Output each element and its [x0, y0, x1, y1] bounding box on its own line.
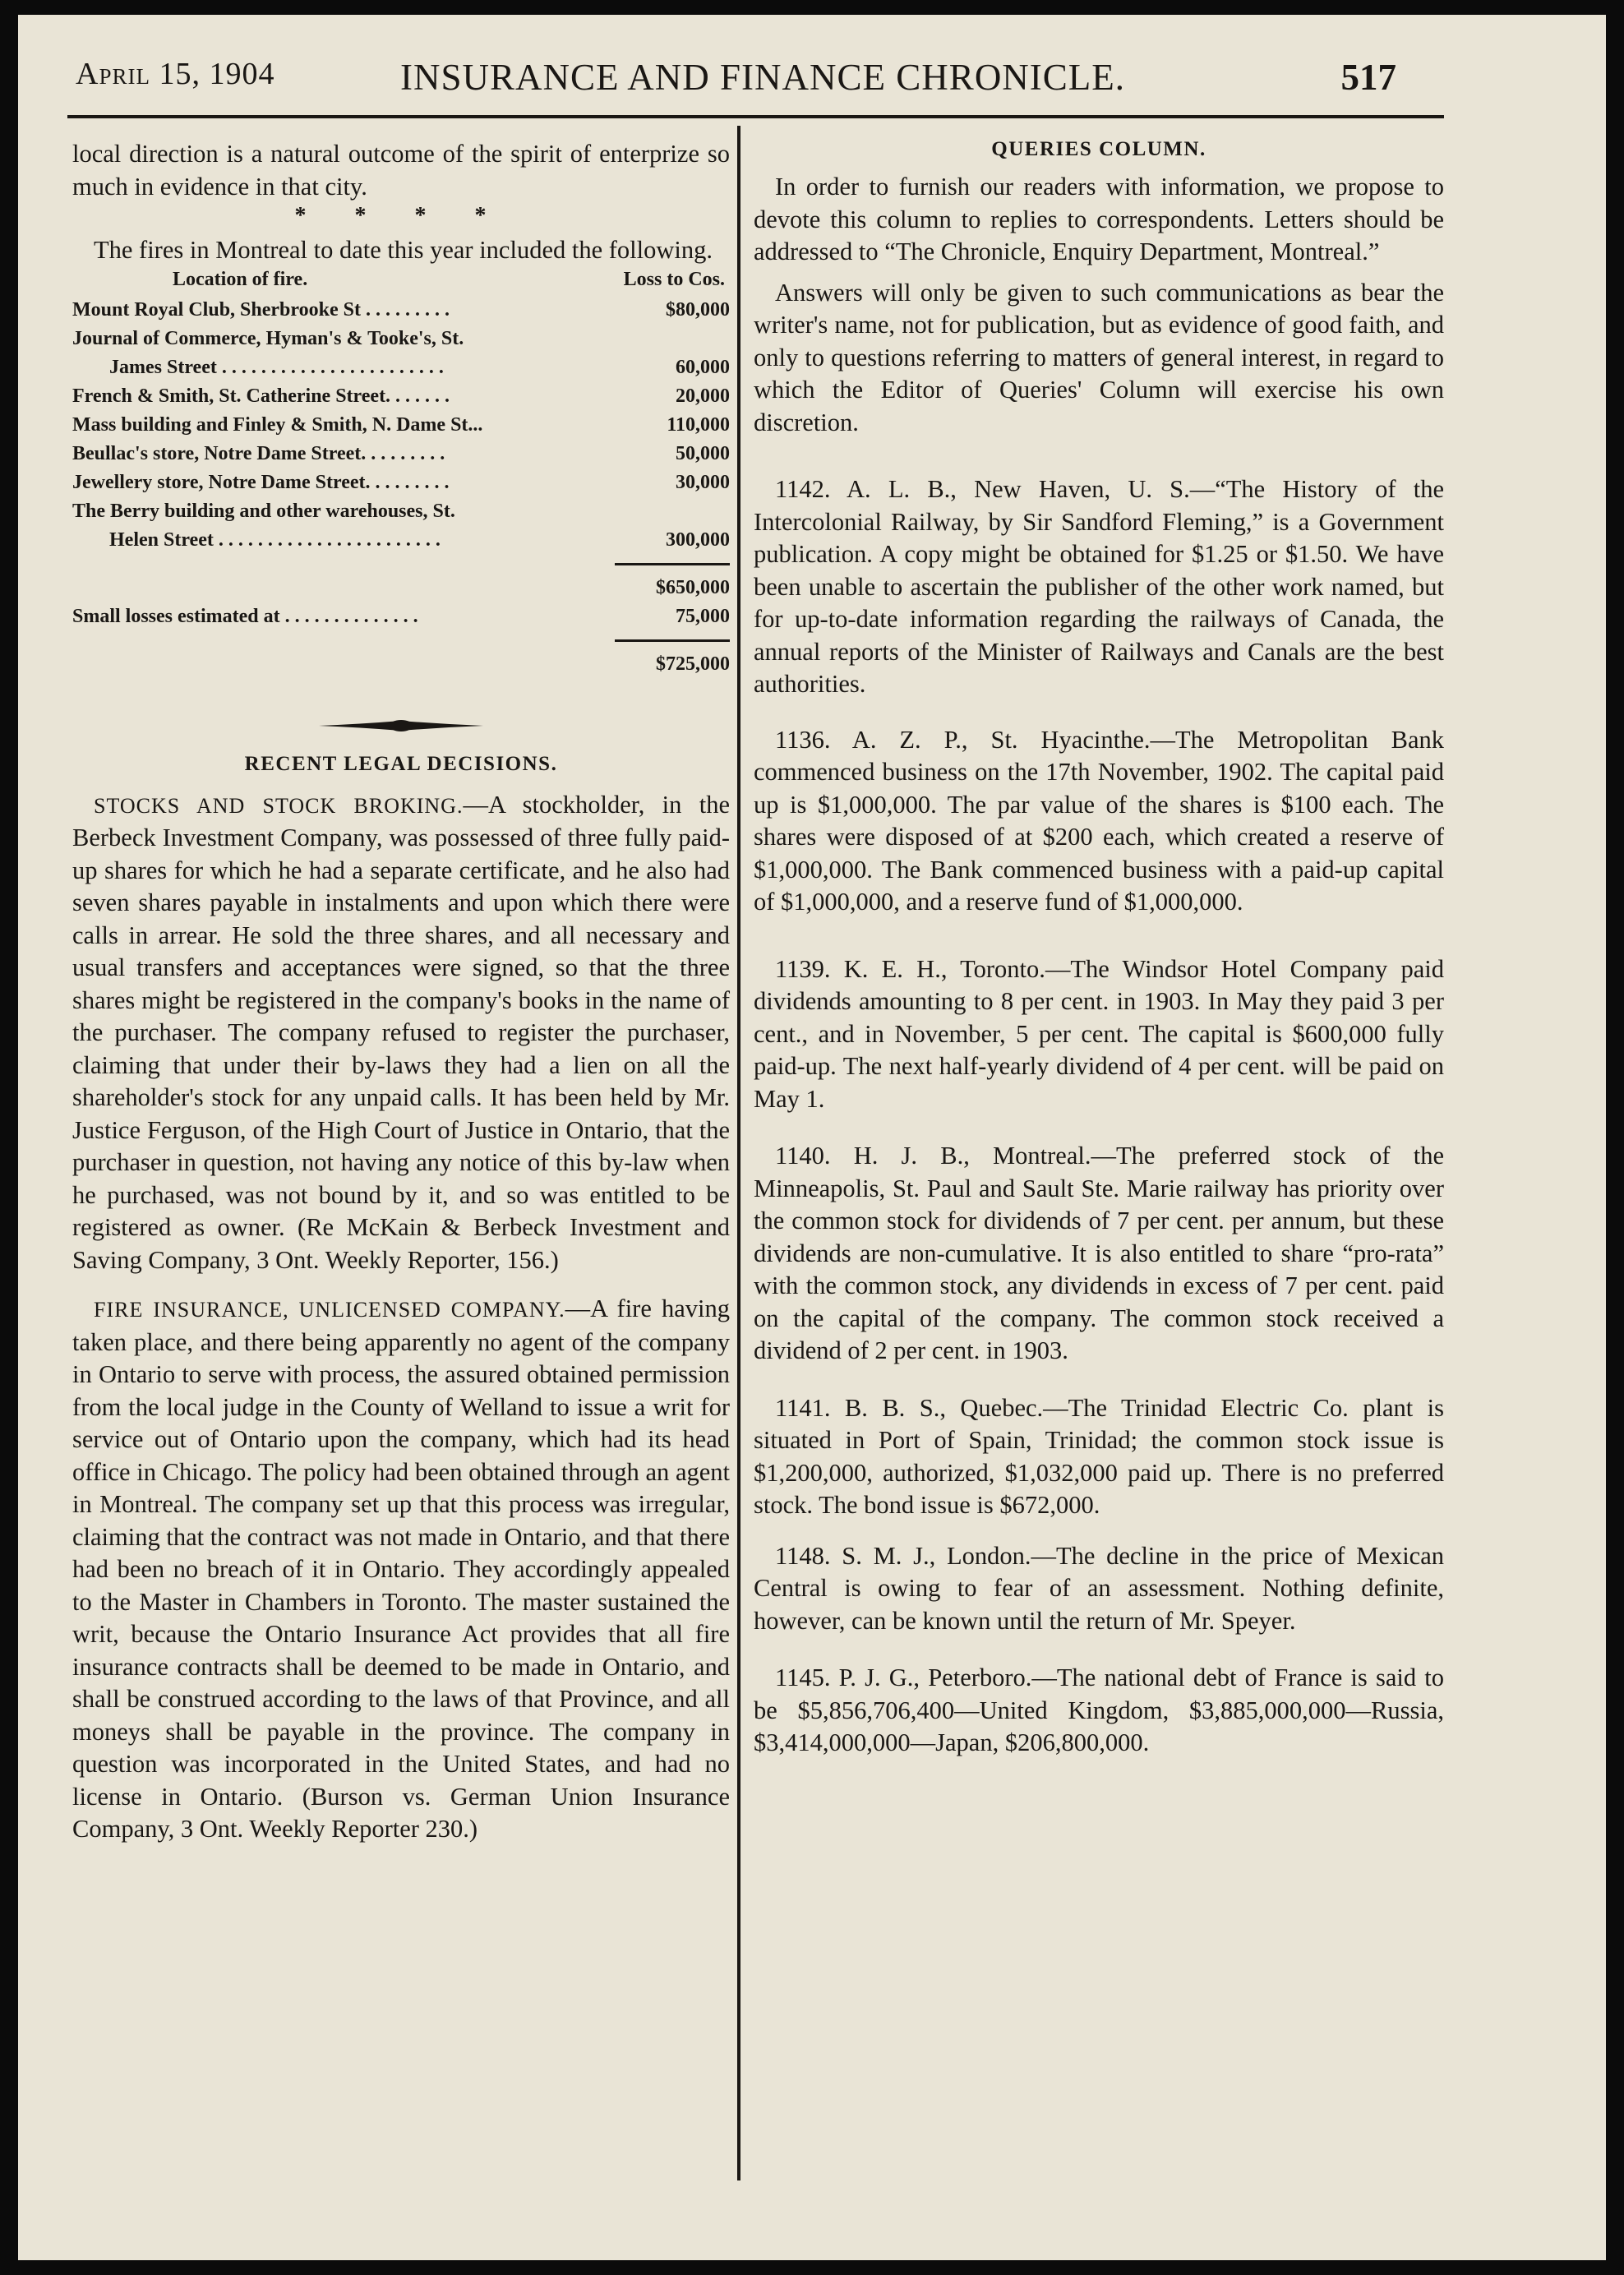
stocks-paragraph — [72, 789, 730, 1277]
table-row — [72, 440, 730, 468]
table-row — [72, 353, 730, 382]
small-losses-label: Small losses estimated at . . . . . . . . . . . . . . — [72, 605, 418, 627]
query-1145: 1145. P. J. G., Peterboro.—The national debt of France is said to be $5,856,706,400—United Kingdom, $3,885,000,000—Russia, $3,414,000,000—Japan, $206,800,000. — [754, 1664, 1444, 1756]
fire-location: Jewellery store, Notre Dame Street. . . . . . . . . — [72, 471, 450, 493]
fires-table — [72, 269, 730, 679]
fire-loss: 60,000 — [676, 356, 730, 378]
stocks-heading: STOCKS AND STOCK BROKING. — [94, 793, 464, 818]
fire-location: Journal of Commerce, Hyman's & Tooke's, St. — [72, 327, 464, 349]
total-value: $725,000 — [656, 653, 730, 675]
subtotal-row — [72, 574, 730, 602]
header-title: INSURANCE AND FINANCE CHRONICLE. — [400, 57, 1126, 98]
query-1148: 1148. S. M. J., London.—The decline in the price of Mexican Central is owing to fear of an assessment. Nothing definite, however, can be known until the return of Mr. Speyer. — [754, 1541, 1444, 1635]
intro-paragraph: local direction is a natural outcome of the spirit of enterprize so much in evidence in that city. — [72, 140, 730, 201]
col-location-header: Location of fire. — [173, 268, 308, 290]
table-row — [72, 468, 730, 497]
fire-location: Helen Street . . . . . . . . . . . . . . . . . . . . . . . — [109, 528, 441, 551]
query-1142: 1142. A. L. B., New Haven, U. S.—“The History of the Intercolonial Railway, by Sir Sandford Fleming,” is a Government publication. A copy might be obtained for $1.25 or $1.50. We have been unable to ascertain the publisher of the other work named, but for up-to-date information regarding the railways of Canada, the annual reports of the Minister of Railways and Canals are the best authorities. — [754, 475, 1444, 698]
newspaper-page — [18, 15, 1606, 2260]
table-row — [72, 411, 730, 440]
fire-loss: 30,000 — [676, 471, 730, 493]
column-divider — [737, 126, 740, 2180]
fire-location: The Berry building and other warehouses, St. — [72, 500, 455, 522]
query-1141: 1141. B. B. S., Quebec.—The Trinidad Electric Co. plant is situated in Port of Spain, Trinidad; the common stock issue is $1,200,000, authorized, $1,032,000 paid up. There is no preferred stock. The bond issue is $672,000. — [754, 1393, 1444, 1519]
col-loss-header: Loss to Cos. — [623, 268, 725, 290]
total-rule — [615, 639, 730, 642]
header-rule — [67, 115, 1444, 118]
ornament-divider — [72, 718, 730, 733]
table-row — [72, 325, 730, 353]
query-1140: 1140. H. J. B., Montreal.—The preferred stock of the Minneapolis, St. Paul and Sault Ste. Marie railway has priority over the common stock for dividends of 7 per cent. per annum, but these dividends are non-cumulative. It is also entitled to share “pro-rata” with the common stock, any dividends in excess of 7 per cent. paid on the capital of the company. The common stock received a dividend of 2 per cent. in 1903. — [754, 1142, 1444, 1364]
queries-intro-2: Answers will only be given to such communications as bear the writer's name, not for publication, but as evidence of good faith, and only to questions referring to matters of general interest, in regard to which the Editor of Queries' Column will exercise his own discretion. — [754, 278, 1444, 436]
fires-table-header — [72, 269, 730, 291]
legal-decisions-title: RECENT LEGAL DECISIONS. — [244, 752, 558, 775]
query-1136: 1136. A. Z. P., St. Hyacinthe.—The Metropolitan Bank commenced business on the 17th November, 1902. The capital paid up is $1,000,000. The par value of the shares is $100 each. The shares were disposed of at $200 each, which created a reserve of $1,000,000. The Bank commenced business with a paid-up capital of $1,000,000, and a reserve fund of $1,000,000. — [754, 725, 1444, 916]
table-row — [72, 382, 730, 411]
fire-loss: $80,000 — [666, 298, 730, 321]
fire-location: French & Smith, St. Catherine Street. . . . . . . — [72, 385, 450, 407]
right-column — [754, 138, 1444, 1760]
queries-intro-1: In order to furnish our readers with information, we propose to devote this column to replies to correspondents. Letters should be addressed to “The Chronicle, Enquiry Department, Montreal.” — [754, 173, 1444, 265]
table-row — [72, 296, 730, 325]
fire-location: Mass building and Finley & Smith, N. Dame St... — [72, 413, 483, 436]
small-losses-value: 75,000 — [676, 605, 730, 627]
left-column — [72, 138, 730, 1846]
fire-loss: 300,000 — [666, 528, 730, 551]
fire-location: Beullac's store, Notre Dame Street. . . . . . . . . — [72, 442, 445, 464]
table-row — [72, 497, 730, 526]
section-stars: * * * * — [294, 203, 508, 228]
table-row — [72, 526, 730, 555]
header-date: April 15, 1904 — [76, 57, 275, 91]
fire-loss: 20,000 — [676, 385, 730, 407]
fire-loss: 50,000 — [676, 442, 730, 464]
total-row — [72, 650, 730, 679]
fire-insurance-heading: FIRE INSURANCE, UNLICENSED COMPANY. — [94, 1298, 565, 1322]
fire-location: Mount Royal Club, Sherbrooke St . . . . . . . . . — [72, 298, 450, 321]
fire-insurance-text: —A fire having taken place, and there being apparently no agent of the company in Ontario to serve with process, the assured obtained permission from the local judge in the County of Welland to issue a writ for service out of Ontario upon the company, which had its head office in Chicago. The policy had been obtained through an agent in Montreal. The company set up that this process was irregular, claiming that the contract was not made in Ontario, and that there had been no breach of it in Ontario. They accordingly appealed to the Master in Chambers in Toronto. The master sustained the writ, because the Ontario Insurance Act provides that all fire insurance contracts shall be deemed to be made in Ontario, and shall be construed according to the laws of that Province, and all moneys shall be payable in the province. The company in question was incorporated in the United States, and had no license in Ontario. (Burson vs. German Union Insurance Company, 3 Ont. Weekly Reporter 230.) — [72, 1294, 730, 1843]
fire-loss: 110,000 — [667, 413, 730, 436]
stocks-text: —A stockholder, in the Berbeck Investment Company, was possessed of three fully paid-up shares for which he had a separate certificate, and he also had seven shares payable in instalments and upon which there were calls in arrear. He sold the three shares, and all necessary and usual transfers and acceptances were signed, so that the three shares might be registered in the company's books in the name of the purchaser. The company refused to register the purchaser, claiming that under their by-laws they had a lien on all the shareholder's stock for any unpaid calls. It has been held by Mr. Justice Ferguson, of the High Court of Justice in Ontario, that the purchaser in question, not having any notice of this by-law when he purchased, was not bound by it, and so was entitled to be registered as owner. (Re McKain & Berbeck Investment and Saving Company, 3 Ont. Weekly Reporter, 156.) — [72, 790, 730, 1274]
subtotal-rule — [615, 563, 730, 565]
fires-intro: The fires in Montreal to date this year included the following. — [94, 236, 713, 264]
fire-location: James Street . . . . . . . . . . . . . . . . . . . . . . . — [109, 356, 444, 378]
fire-insurance-paragraph — [72, 1293, 730, 1846]
small-losses-row — [72, 602, 730, 631]
subtotal-value: $650,000 — [656, 576, 730, 598]
query-1139: 1139. K. E. H., Toronto.—The Windsor Hotel Company paid dividends amounting to 8 per cent. in 1903. In May they paid 3 per cent., and in November, 5 per cent. The capital is $600,000 fully paid-up. The next half-yearly dividend of 4 per cent. will be paid on May 1. — [754, 954, 1444, 1113]
queries-column-title: QUERIES COLUMN. — [991, 138, 1206, 160]
header-page-number: 517 — [1340, 57, 1396, 98]
